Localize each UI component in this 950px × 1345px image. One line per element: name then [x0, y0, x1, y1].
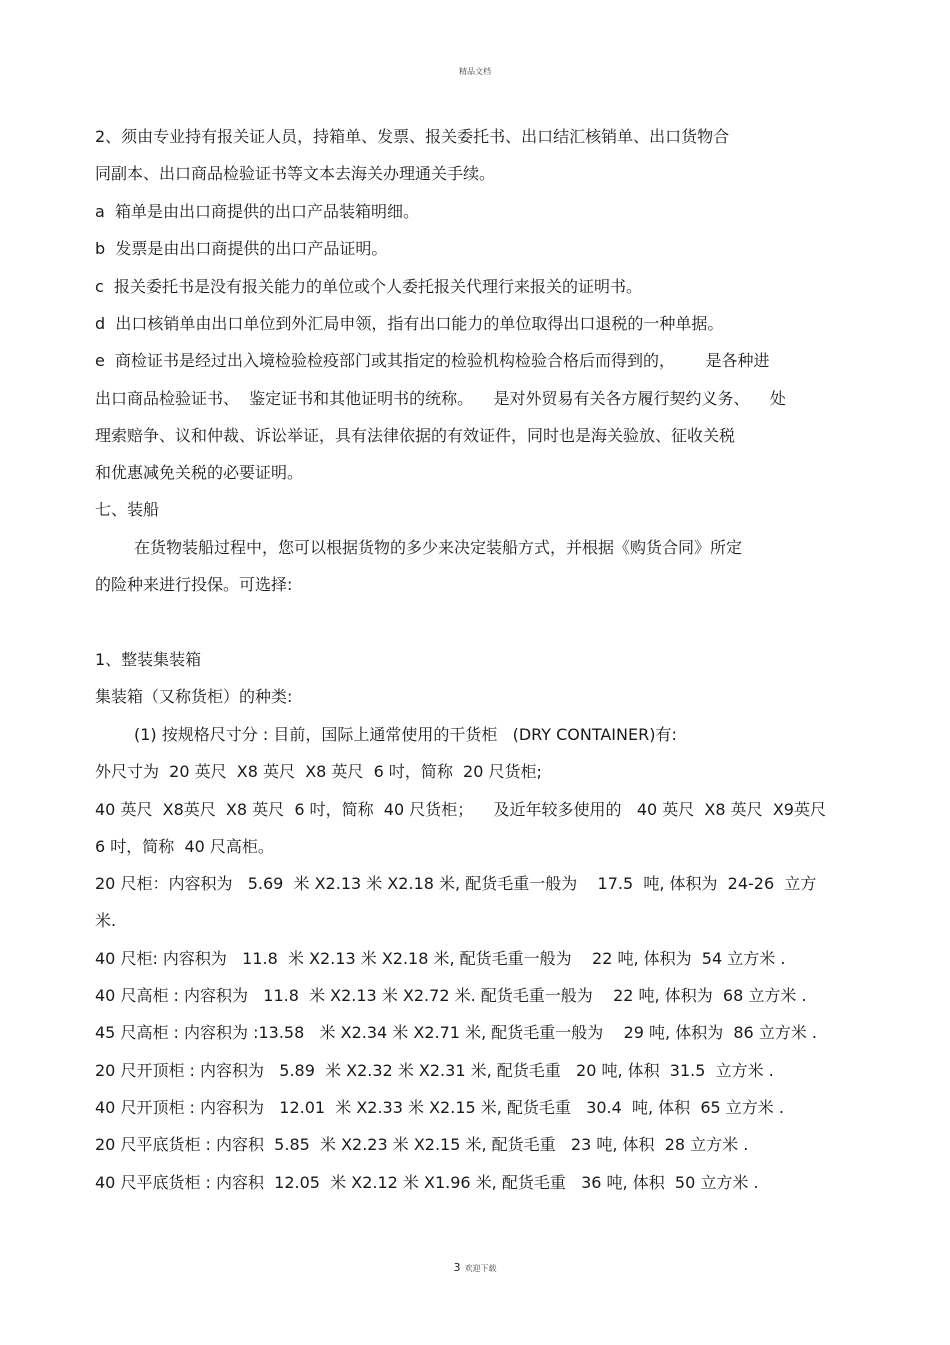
- list-item-c: c 报关委托书是没有报关能力的单位或个人委托报关代理行来报关的证明书。: [95, 277, 642, 296]
- page-number: 3: [453, 1261, 461, 1274]
- spec-line: 20 尺开顶柜 : 内容积为 5.89 米 X2.32 米 X2.31 米, 配货毛重 20 吨, 体积 31.5 立方米 .: [95, 1061, 774, 1080]
- page-footer: [0, 1261, 950, 1274]
- spec-line: 20 尺平底货柜 : 内容积 5.85 米 X2.23 米 X2.15 米, 配货毛重 23 吨, 体积 28 立方米 .: [95, 1135, 749, 1154]
- list-item-e: e 商检证书是经过出入境检验检疫部门或其指定的检验机构检验合格后而得到的， 是各种进: [95, 351, 770, 370]
- list-item-d: d 出口核销单由出口单位到外汇局申领，指有出口能力的单位取得出口退税的一种单据。: [95, 314, 724, 333]
- paragraph-line: 理索赔争、议和仲裁、诉讼举证，具有法律依据的有效证件，同时也是海关验放、征收关税: [95, 426, 736, 445]
- spec-line: 米.: [95, 911, 117, 930]
- spec-line: 40 尺柜: 内容积为 11.8 米 X2.13 米 X2.18 米, 配货毛重一般为 22 吨, 体积为 54 立方米 .: [95, 949, 786, 968]
- paragraph-line: 集装箱（又称货柜）的种类:: [95, 687, 293, 706]
- subsection-heading: 1、整装集装箱: [95, 650, 202, 669]
- paragraph-line: 出口商品检验证书、 鉴定证书和其他证明书的统称。 是对外贸易有关各方履行契约义务、 处: [95, 389, 786, 408]
- list-item-a: a 箱单是由出口商提供的出口产品装箱明细。: [95, 202, 419, 221]
- page-header: 精品文档: [459, 67, 491, 76]
- paragraph-line: 和优惠减免关税的必要证明。: [95, 463, 304, 482]
- spec-line: 20 尺柜：内容积为 5.69 米 X2.13 米 X2.18 米, 配货毛重一般为 17.5 吨, 体积为 24-26 立方: [95, 874, 817, 893]
- paragraph-line: 在货物装船过程中，您可以根据货物的多少来决定装船方式，并根据《购货合同》所定: [134, 538, 743, 557]
- spec-line: 45 尺高柜 : 内容积为 :13.58 米 X2.34 米 X2.71 米, 配货毛重一般为 29 吨, 体积为 86 立方米 .: [95, 1023, 817, 1042]
- section-heading: 七、装船: [95, 500, 160, 519]
- paragraph-line: 外尺寸为 20 英尺 X8 英尺 X8 英尺 6 吋，简称 20 尺货柜;: [95, 762, 542, 781]
- paragraph-line: 6 吋，简称 40 尺高柜。: [95, 837, 274, 856]
- footer-note: 欢迎下载: [464, 1264, 497, 1273]
- paragraph-line: 2、须由专业持有报关证人员，持箱单、发票、报关委托书、出口结汇核销单、出口货物合: [95, 127, 730, 146]
- paragraph-line: 的险种来进行投保。可选择:: [95, 575, 293, 594]
- paragraph-line: 40 英尺 X8英尺 X8 英尺 6 吋，简称 40 尺货柜； 及近年较多使用的 40 英尺 X8 英尺 X9英尺: [95, 800, 826, 819]
- paragraph-line: (1) 按规格尺寸分 : 目前，国际上通常使用的干货柜 (DRY CONTAINER)有:: [134, 725, 677, 744]
- paragraph-line: 同副本、出口商品检验证书等文本去海关办理通关手续。: [95, 164, 496, 183]
- spec-line: 40 尺开顶柜 : 内容积为 12.01 米 X2.33 米 X2.15 米, 配货毛重 30.4 吨, 体积 65 立方米 .: [95, 1098, 784, 1117]
- list-item-b: b 发票是由出口商提供的出口产品证明。: [95, 239, 388, 258]
- spec-line: 40 尺平底货柜 : 内容积 12.05 米 X2.12 米 X1.96 米, 配货毛重 36 吨, 体积 50 立方米 .: [95, 1173, 759, 1192]
- spec-line: 40 尺高柜 : 内容积为 11.8 米 X2.13 米 X2.72 米. 配货毛重一般为 22 吨, 体积为 68 立方米 .: [95, 986, 807, 1005]
